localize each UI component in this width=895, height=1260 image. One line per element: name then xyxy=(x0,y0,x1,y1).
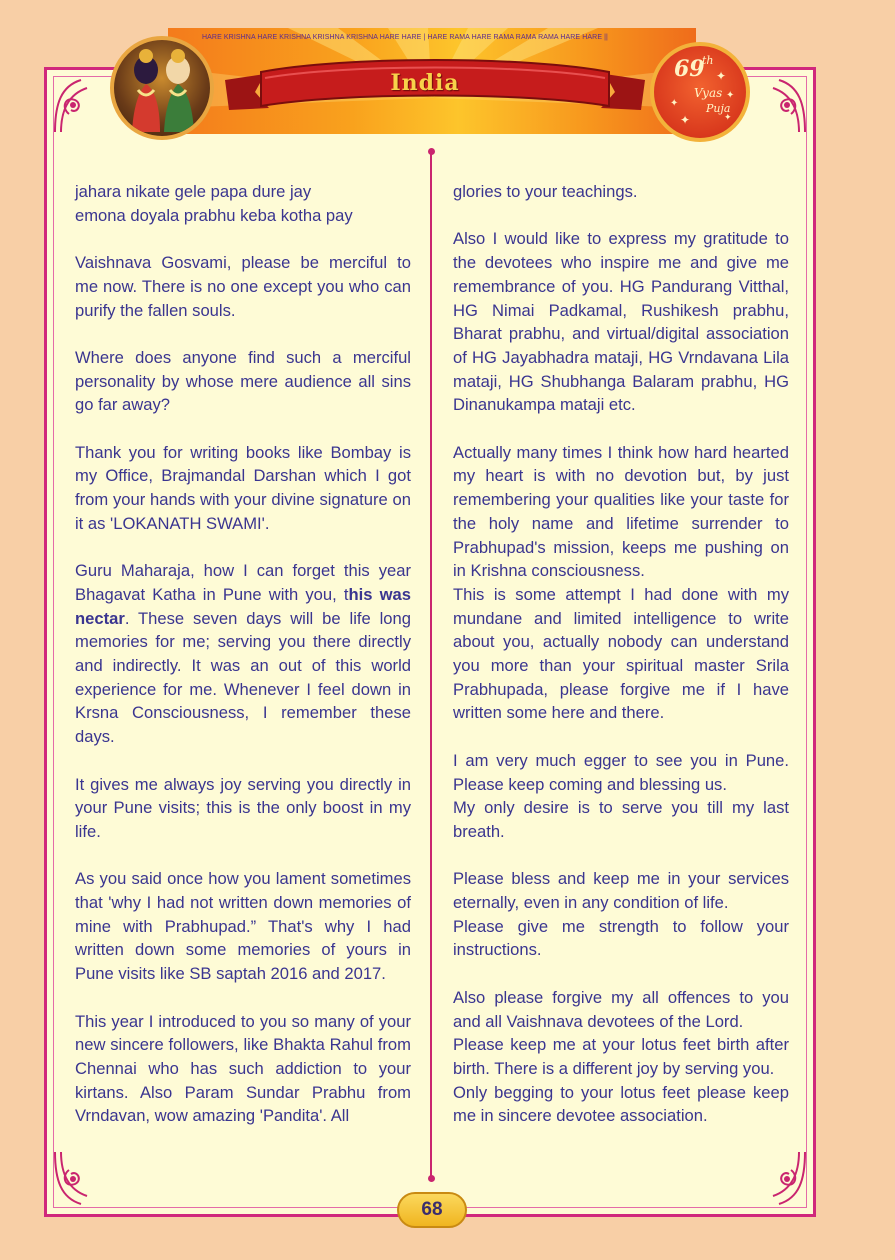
page-number-badge xyxy=(397,1192,467,1228)
verse-line: emona doyala prabhu keba kotha pay xyxy=(75,205,353,225)
paragraph: Thank you for writing books like Bombay is my Office, Brajmandal Darshan which I got from your hands with your divine signature on it as 'LOKANATH SWAMI'. xyxy=(75,442,411,533)
paragraph xyxy=(75,559,411,749)
page-title: India xyxy=(390,70,460,96)
divider-dot xyxy=(428,1175,435,1182)
paragraph: glories to your teachings. xyxy=(453,182,638,201)
text-run: Guru Maharaja, how I can forget this year Bhagavat Katha in Pune with you, t xyxy=(75,561,411,604)
paragraph: Also please forgive my all offences to you and all Vaishnava devotees of the Lord. xyxy=(453,987,789,1031)
verse-line: jahara nikate gele papa dure jay xyxy=(75,182,312,201)
verse xyxy=(75,180,411,227)
corner-ornament xyxy=(747,1148,809,1210)
badge-line1: Vyas xyxy=(694,86,723,100)
paragraph: As you said once how you lament sometimes that 'why I had not written down memories of mine with Prabhupad.” That's why I had written down some memories of yours in Pune visits like SB saptah 2016 and 2017. xyxy=(75,869,411,984)
svg-text:✦: ✦ xyxy=(680,113,691,127)
left-column xyxy=(75,180,411,1152)
corner-ornament xyxy=(747,74,809,136)
mantra-text: HARE KRISHNA HARE KRISHNA KRISHNA KRISHNA HARE HARE | HARE RAMA HARE RAMA RAMA RAMA HARE HARE || xyxy=(202,34,608,41)
corner-ornament xyxy=(51,1148,113,1210)
paragraph: Please keep me at your lotus feet birth after birth. There is a different joy by serving you. xyxy=(453,1035,789,1078)
paragraph: I am very much egger to see you in Pune. Please keep coming and blessing us. xyxy=(453,750,789,794)
paragraph: Please give me strength to follow your instructions. xyxy=(453,916,789,960)
paragraph: Please bless and keep me in your services eternally, even in any condition of life. xyxy=(453,869,789,913)
badge-number: 69 xyxy=(674,56,705,82)
badge-suffix: th xyxy=(702,54,714,67)
svg-text:✦: ✦ xyxy=(726,90,735,101)
paragraph: Also I would like to express my gratitude to the devotees who inspire me and give me remembrance of you. HG Pandurang Vitthal, HG Nimai Padkamal, Rushikesh prabhu, Bharat prabhu, and virtual/digital association of HG Jayabhadra mataji, HG Vrndavana Lila mataji, HG Shubhanga Balaram prabhu, HG Dinanukampa mataji etc. xyxy=(453,229,789,415)
corner-ornament xyxy=(51,74,113,136)
column-divider xyxy=(430,150,432,1180)
page-number: 68 xyxy=(397,1192,467,1228)
svg-text:✦: ✦ xyxy=(724,112,732,122)
paragraph: It gives me always joy serving you directly in your Pune visits; this is the only boost in my life. xyxy=(75,774,411,841)
paragraph: Only begging to your lotus feet please keep me in sincere devotee association. xyxy=(453,1082,789,1126)
svg-text:✦: ✦ xyxy=(670,98,679,109)
paragraph: This is some attempt I had done with my mundane and limited intelligence to write about you, actually nobody can understand you more than your spiritual master Srila Prabhupada, please forgive me if I have written some here and there. xyxy=(453,584,789,723)
badge-line2: Puja xyxy=(706,102,731,115)
paragraph: Actually many times I think how hard hearted my heart is with no devotion but, by just remembering your qualities like your taste for the holy name and lifetime surrender to Prabhupad's mission, keeps me pushing on in Krishna consciousness. xyxy=(453,442,789,581)
svg-text:✦: ✦ xyxy=(716,69,727,83)
paragraph: Where does anyone find such a merciful personality by whose mere audience all sins go far away? xyxy=(75,347,411,415)
paragraph: My only desire is to serve you till my last breath. xyxy=(453,798,789,841)
paragraph: This year I introduced to you so many of your new sincere followers, like Bhakta Rahul from Chennai who has such addiction to your kirtans. Also Param Sundar Prabhu from Vrndavan, wow amazing 'Pandita'. All xyxy=(75,1011,411,1126)
divider-dot xyxy=(428,148,435,155)
paragraph: Vaishnava Gosvami, please be merciful to me now. There is no one except you who can purify the fallen souls. xyxy=(75,253,411,320)
vyas-puja-badge xyxy=(650,42,750,142)
deity-image xyxy=(110,36,214,140)
right-column xyxy=(453,180,789,1152)
bold-text: his was nectar xyxy=(75,584,411,628)
text-run: . These seven days will be life long memories for me; serving you there directly and indirectly. It was an out of this world experience for me. Whenever I feel down in Krsna Consciousness, I remember these days. xyxy=(75,608,411,747)
